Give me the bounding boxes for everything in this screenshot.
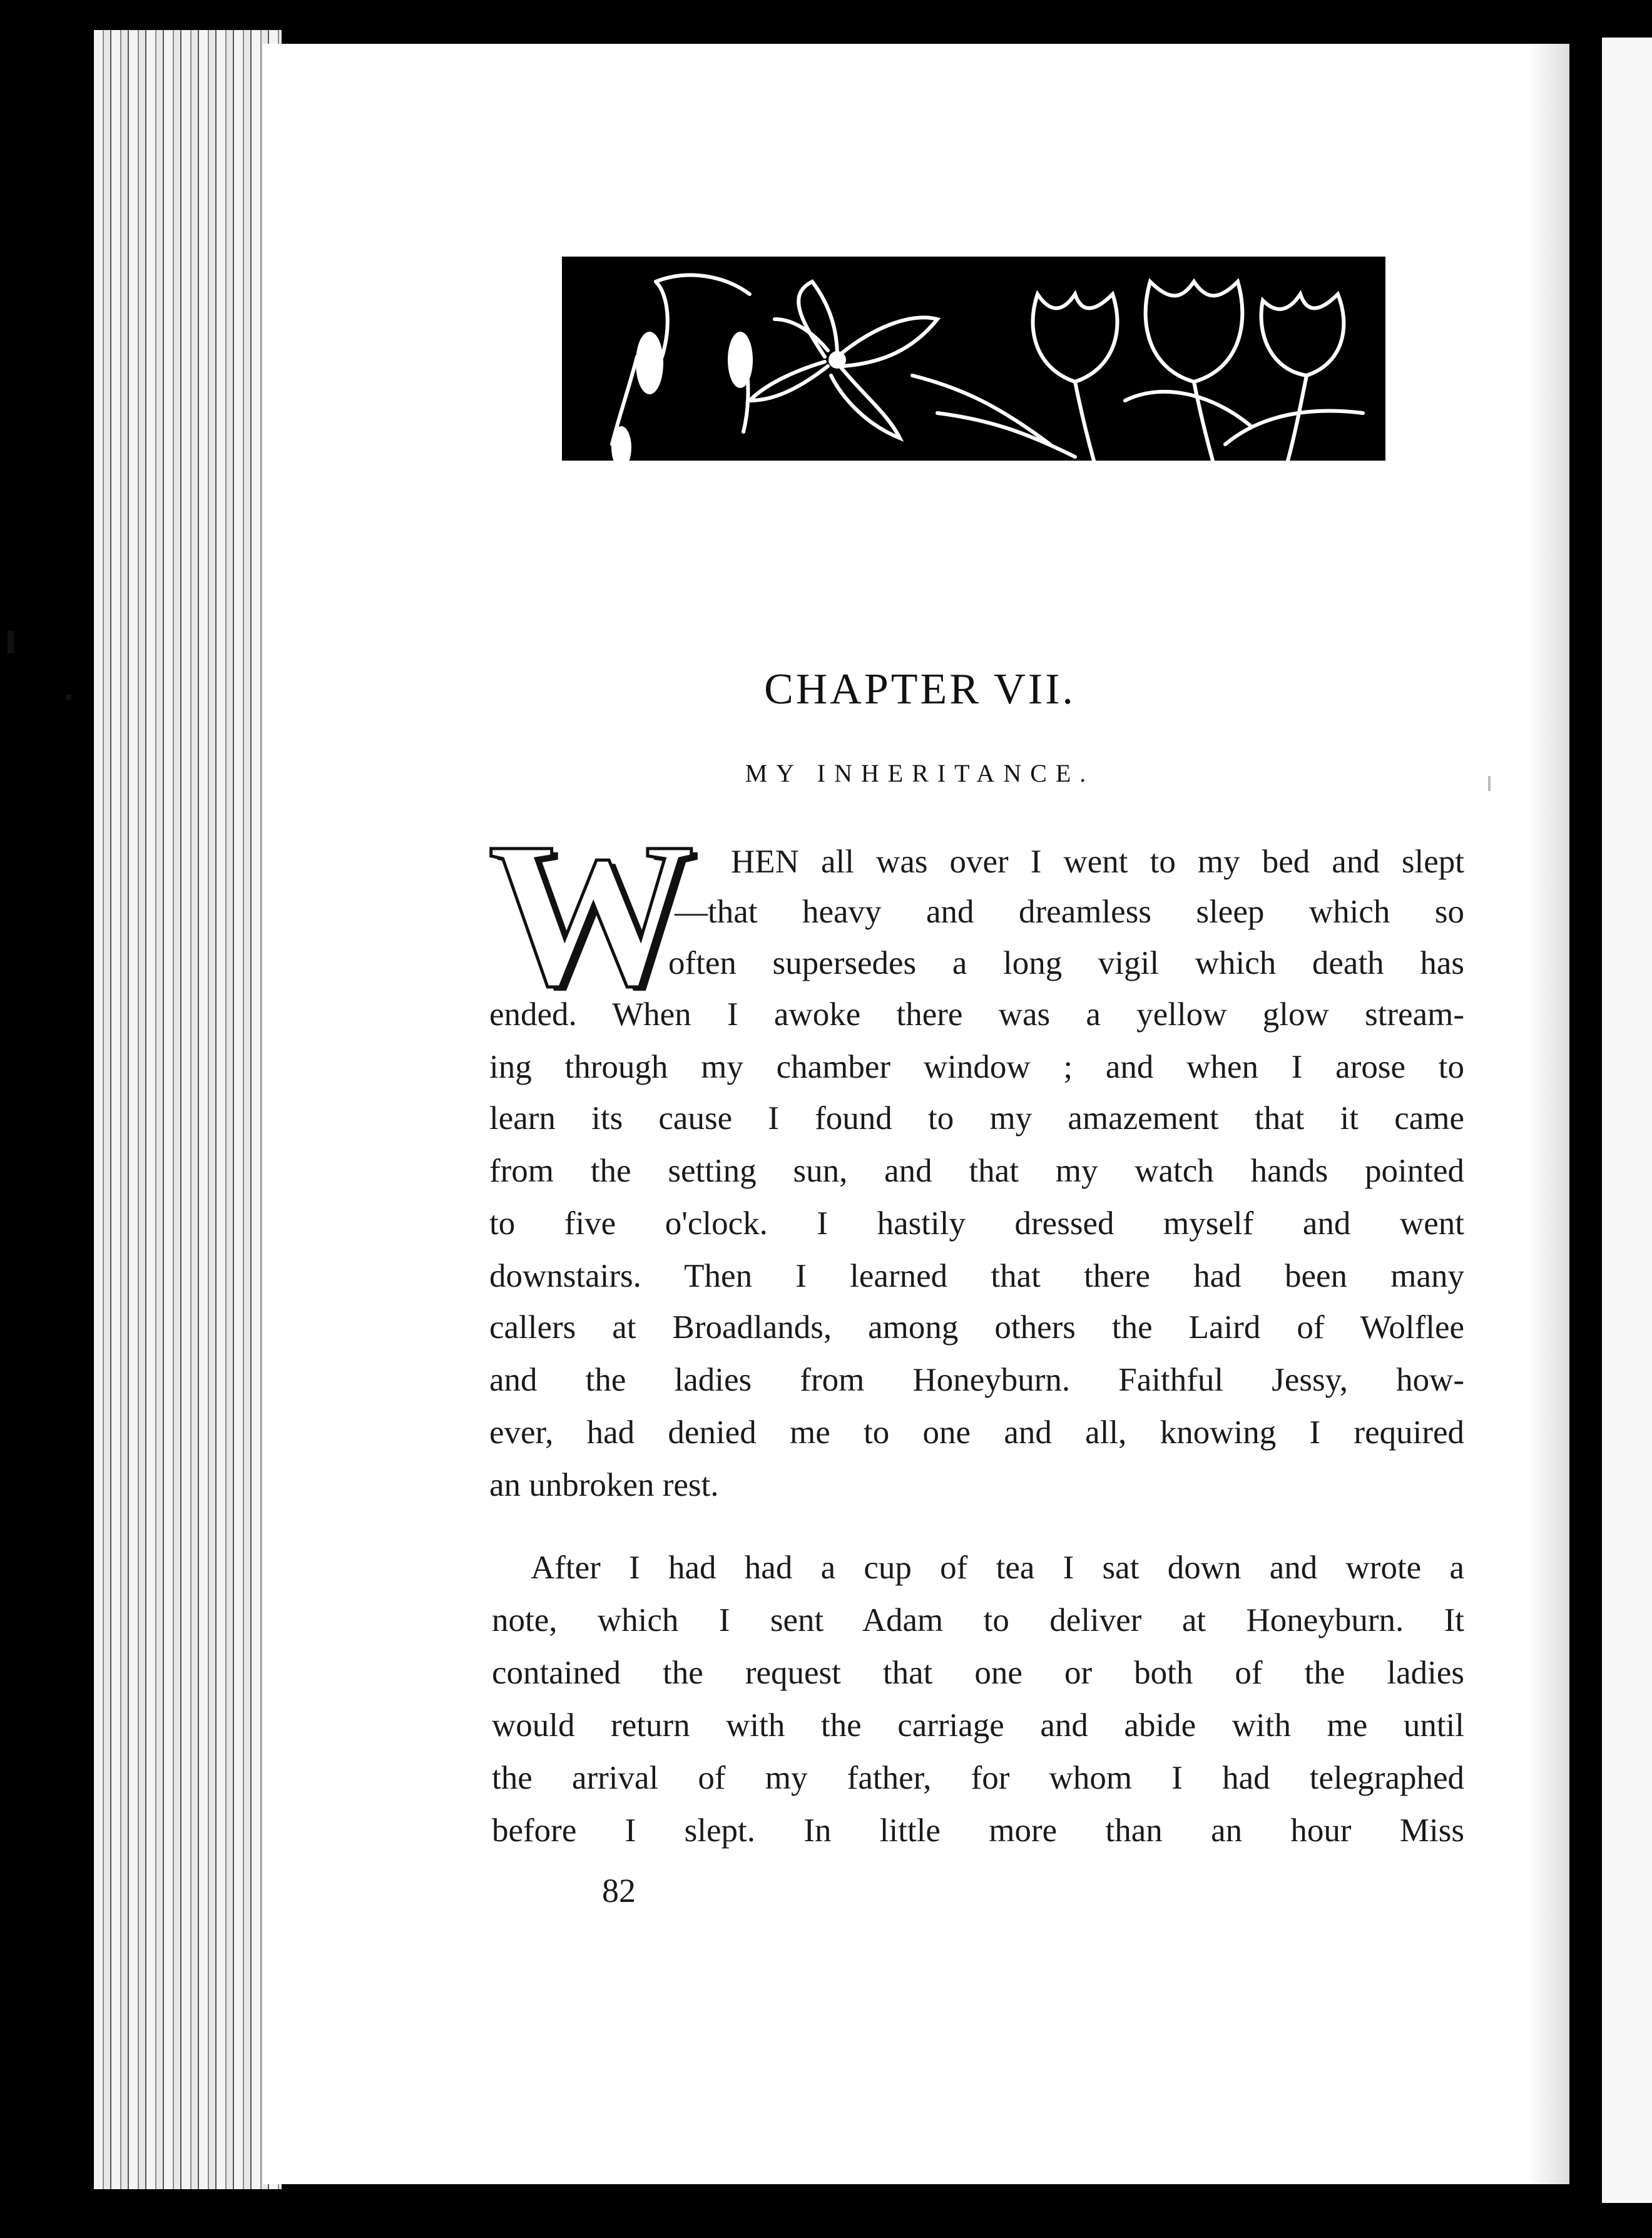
text-line: before I slept. In little more than an hour Miss xyxy=(492,1812,1464,1849)
text-line: callers at Broadlands, among others the Laird of Wolflee xyxy=(489,1309,1464,1346)
scan-speck xyxy=(66,695,71,700)
text-line: ever, had denied me to one and all, knowing I required xyxy=(489,1414,1464,1451)
text-line: learn its cause I found to my amazement that it came xyxy=(489,1100,1464,1137)
text-line: and the ladies from Honeyburn. Faithful Jessy, how- xyxy=(489,1362,1464,1398)
text-line: HEN all was over I went to my bed and slept xyxy=(731,844,1464,880)
floral-ornament-icon xyxy=(562,257,1385,461)
chapter-subtitle: MY INHERITANCE. xyxy=(745,759,1095,787)
facing-page xyxy=(1602,38,1652,2203)
text-line: ing through my chamber window ; and when I arose to xyxy=(489,1049,1464,1085)
chapter-title: CHAPTER VII. xyxy=(764,665,1076,713)
text-line: often supersedes a long vigil which death has xyxy=(668,945,1464,981)
text-line: downstairs. Then I learned that there had been many xyxy=(489,1258,1464,1294)
scan-speck xyxy=(1488,776,1491,791)
text-line: the arrival of my father, for whom I had telegraphed xyxy=(492,1760,1464,1796)
page-edges xyxy=(94,30,282,2189)
scan-speck xyxy=(8,631,14,653)
text-line: to five o'clock. I hastily dressed myself and went xyxy=(489,1205,1464,1242)
text-line: contained the request that one or both of the ladies xyxy=(492,1655,1464,1691)
page-number: 82 xyxy=(602,1872,636,1909)
text-line: from the setting sun, and that my watch hands pointed xyxy=(489,1153,1464,1189)
text-line: would return with the carriage and abide with me until xyxy=(492,1707,1464,1744)
text-line: note, which I sent Adam to deliver at Honeyburn. It xyxy=(492,1602,1464,1638)
drop-cap: W xyxy=(488,800,695,1029)
text-line: an unbroken rest. xyxy=(489,1467,719,1503)
text-line: After I had had a cup of tea I sat down and wrote a xyxy=(531,1550,1464,1586)
text-line: ended. When I awoke there was a yellow glow stream- xyxy=(489,996,1464,1033)
gutter-shadow xyxy=(1527,44,1569,2184)
text-line: —that heavy and dreamless sleep which so xyxy=(675,894,1464,930)
